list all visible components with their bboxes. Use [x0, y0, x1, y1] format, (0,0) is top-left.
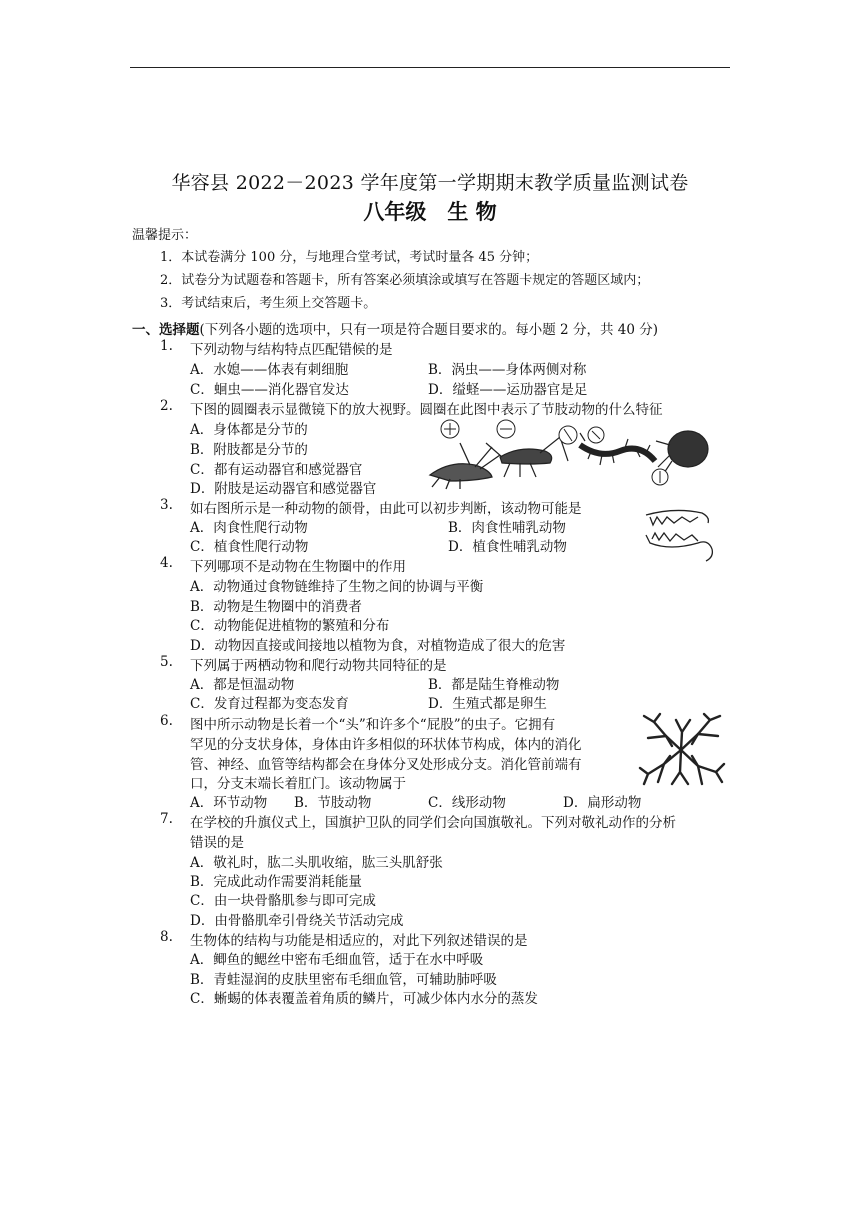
- option: C．发育过程都为变态发育: [190, 696, 349, 712]
- section-note: (下列各小题的选项中，只有一项是符合题目要求的。每小题 2 分，共 40 分): [199, 322, 658, 338]
- option: C．蜥蜴的体表覆盖着角质的鳞片，可减少体内水分的蒸发: [190, 991, 538, 1007]
- question-number: 2.: [160, 398, 173, 414]
- option: B．附肢都是分节的: [190, 442, 308, 458]
- question-stem: 下列哪项不是动物在生物圈中的作用: [190, 559, 406, 575]
- option: D．动物因直接或间接地以植物为食，对植物造成了很大的危害: [190, 638, 566, 654]
- tip-item: 1．本试卷满分 100 分，与地理合堂考试，考试时量各 45 分钟；: [160, 250, 539, 265]
- question-number: 5.: [160, 654, 173, 670]
- tip-item: 3．考试结束后，考生须上交答题卡。: [160, 296, 377, 311]
- option: B．青蛙湿润的皮肤里密布毛细血管，可辅助肺呼吸: [190, 972, 497, 988]
- question-stem: 在学校的升旗仪式上，国旗护卫队的同学们会向国旗敬礼。下列对敬礼动作的分析: [190, 815, 676, 831]
- option: A．敬礼时，肱二头肌收缩，肱三头肌舒张: [190, 855, 443, 871]
- option: A．动物通过食物链维持了生物之间的协调与平衡: [190, 579, 484, 595]
- option: A．都是恒温动物: [190, 677, 295, 693]
- option: D．扁形动物: [563, 795, 642, 811]
- question-number: 8.: [160, 929, 173, 945]
- question-number: 4.: [160, 555, 173, 571]
- question-number: 7.: [160, 811, 173, 827]
- option: C．线形动物: [428, 795, 506, 811]
- exam-title: 华容县 2022－2023 学年度第一学期期末教学质量监测试卷: [171, 172, 689, 194]
- option: D．缢蛏——运劢器官是足: [428, 382, 588, 398]
- question-stem: 图中所示动物是长着一个“头”和许多个“屁股”的虫子。它拥有: [190, 717, 556, 733]
- branching-worm-figure: [636, 712, 726, 788]
- exam-subtitle: 八年级 生 物: [363, 200, 497, 224]
- question-stem: 下列属于两栖动物和爬行动物共同特征的是: [190, 658, 447, 674]
- question-stem: 生物体的结构与功能是相适应的，对此下列叙述错误的是: [190, 933, 528, 949]
- option: A．肉食性爬行动物: [190, 520, 308, 536]
- tips-heading: 温馨提示：: [132, 228, 198, 243]
- option: B．都是陆生脊椎动物: [428, 677, 560, 693]
- grasshopper-icon: [486, 437, 568, 477]
- question-stem: 错误的是: [190, 835, 244, 851]
- jaw-figure: [640, 505, 720, 565]
- option: D．植食性哺乳动物: [448, 539, 567, 555]
- spider-icon: [656, 431, 708, 473]
- question-stem: 下列动物与结构特点匹配错候的是: [190, 342, 393, 358]
- question-number: 6.: [160, 713, 173, 729]
- option: B．完成此动作需要消耗能量: [190, 874, 362, 890]
- option: B．节肢动物: [294, 795, 372, 811]
- question-number: 1.: [160, 338, 173, 354]
- option: B．肉食性哺乳动物: [448, 520, 566, 536]
- question-stem: 如右图所示是一种动物的颌骨，由此可以初步判断，该动物可能是: [190, 501, 582, 517]
- header-rule: [130, 67, 730, 68]
- option: A．环节动物: [190, 795, 268, 811]
- section-title: 一、选择题: [132, 322, 200, 338]
- option: D．由骨骼肌牵引骨绕关节活动完成: [190, 913, 404, 929]
- option: B．涡虫——身体两侧对称: [428, 362, 587, 378]
- shrimp-icon: [430, 443, 500, 489]
- tip-item: 2．试卷分为试题卷和答题卡，所有答案必须填涂或填写在答题卡规定的答题区域内；: [160, 273, 650, 288]
- option: C．由一块骨骼肌参与即可完成: [190, 893, 376, 909]
- option: A．鲫鱼的鳃丝中密布毛细血管，适于在水中呼吸: [190, 952, 484, 968]
- option: C．植食性爬行动物: [190, 539, 309, 555]
- arthropods-figure: [420, 415, 725, 490]
- option: C．都有运动器官和感觉器官: [190, 462, 363, 478]
- question-stem: 口，分支末端长着肛门。该动物属于: [190, 776, 406, 792]
- question-number: 3.: [160, 497, 173, 513]
- option: A．水媳——体表有刺细胞: [190, 362, 349, 378]
- option: D．生殖式都是卵生: [428, 696, 547, 712]
- option: A．身体都是分节的: [190, 422, 308, 438]
- option: B．动物是生物圈中的消费者: [190, 599, 362, 615]
- section-header: [132, 318, 658, 338]
- question-stem: 管、神经、血管等结构都会在身体分叉处形成分支。消化管前端有: [190, 757, 582, 773]
- question-stem: 罕见的分支状身体，身体由许多相似的环状体节构成，体内的消化: [190, 737, 582, 753]
- question-stem: 下图的圆圈表示显微镜下的放大视野。圆圈在此图中表示了节肢动物的什么特征: [190, 402, 663, 418]
- option: D．附肢是运动器官和感觉器官: [190, 481, 377, 497]
- option: C．动物能促进植物的繁殖和分布: [190, 618, 390, 634]
- option: C．蛔虫——消化器官发达: [190, 382, 349, 398]
